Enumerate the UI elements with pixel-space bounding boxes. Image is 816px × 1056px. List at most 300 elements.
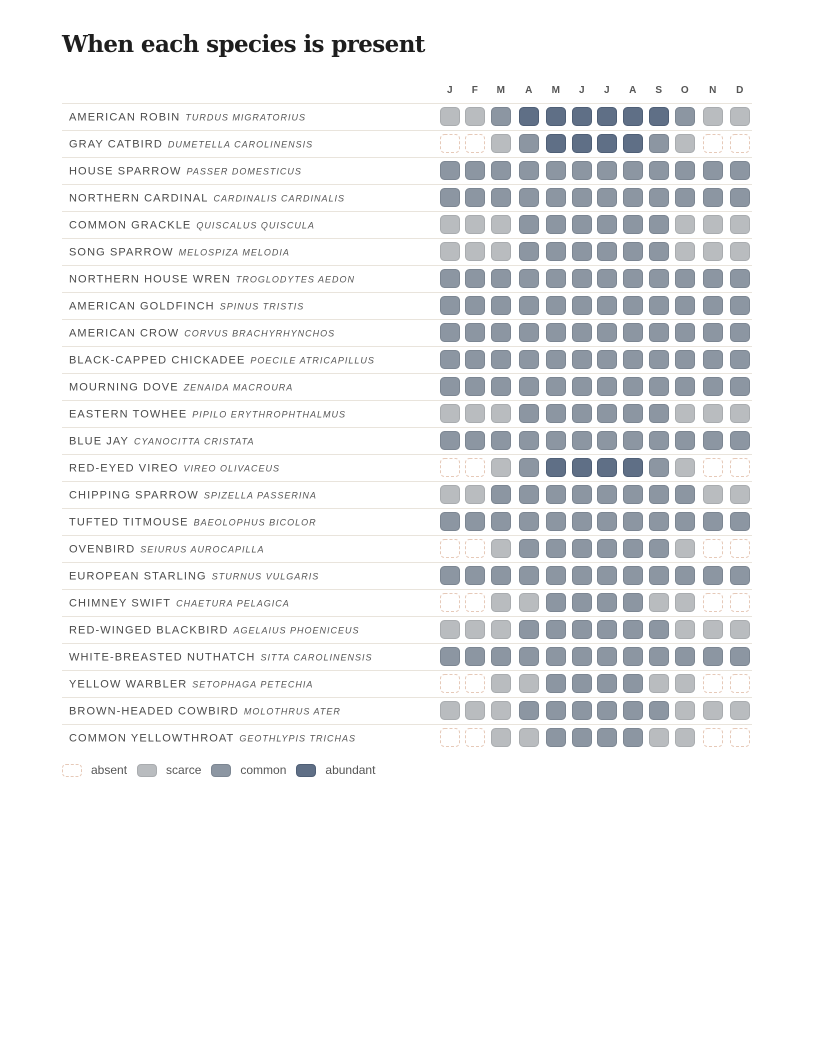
presence-cell [573, 297, 592, 315]
species-label: MOURNING DOVE ZENAIDA MACROURA [69, 381, 294, 394]
presence-cell [441, 702, 460, 720]
month-label: M [496, 85, 506, 96]
presence-cell [598, 486, 617, 504]
presence-cell [466, 162, 485, 180]
presence-cell [547, 675, 566, 693]
presence-cell [547, 297, 566, 315]
presence-cell [492, 270, 511, 288]
presence-cell [520, 729, 539, 747]
presence-cell [704, 108, 723, 126]
presence-cell [676, 675, 695, 693]
presence-cell [441, 513, 460, 531]
presence-cell [624, 189, 643, 207]
presence-cell [520, 351, 539, 369]
presence-cell [492, 108, 511, 126]
presence-cell [731, 513, 750, 531]
species-label: BROWN-HEADED COWBIRD MOLOTHRUS ATER [69, 705, 341, 718]
presence-cell [598, 405, 617, 423]
presence-cell [676, 351, 695, 369]
presence-cell [650, 486, 669, 504]
legend-swatch-absent [62, 764, 82, 777]
month-label: O [680, 85, 690, 96]
presence-cell [731, 432, 750, 450]
presence-cell [598, 162, 617, 180]
species-label: COMMON GRACKLE QUISCALUS QUISCULA [69, 219, 315, 232]
presence-cell [573, 351, 592, 369]
species-label: RED-EYED VIREO VIREO OLIVACEUS [69, 462, 281, 475]
species-label: NORTHERN CARDINAL CARDINALIS CARDINALIS [69, 192, 346, 205]
presence-cell [573, 270, 592, 288]
presence-cell [573, 135, 592, 153]
species-label: EASTERN TOWHEE PIPILO ERYTHROPHTHALMUS [69, 408, 346, 421]
presence-cell [624, 135, 643, 153]
presence-cell [441, 135, 460, 153]
presence-cell [676, 270, 695, 288]
presence-cell [731, 675, 750, 693]
presence-cell [573, 540, 592, 558]
presence-cell [441, 378, 460, 396]
species-label: GRAY CATBIRD DUMETELLA CAROLINENSIS [69, 138, 314, 151]
presence-cell [573, 216, 592, 234]
month-label: D [736, 85, 744, 96]
presence-cell [704, 567, 723, 585]
presence-cell [731, 135, 750, 153]
presence-cell [624, 567, 643, 585]
presence-cell [466, 405, 485, 423]
legend-label-common: common [240, 763, 287, 777]
presence-cell [704, 675, 723, 693]
presence-cell [466, 594, 485, 612]
presence-cell [466, 189, 485, 207]
presence-cell [650, 162, 669, 180]
presence-cell [598, 270, 617, 288]
species-label: AMERICAN ROBIN TURDUS MIGRATORIUS [69, 111, 307, 124]
legend-swatch-abundant [296, 764, 316, 777]
presence-cell [520, 675, 539, 693]
presence-cell [676, 486, 695, 504]
presence-cell [441, 648, 460, 666]
presence-cell [466, 729, 485, 747]
presence-cell [466, 675, 485, 693]
legend-label-abundant: abundant [325, 763, 376, 777]
month-label: S [655, 85, 663, 96]
presence-cell [731, 702, 750, 720]
presence-cell [731, 486, 750, 504]
presence-cell [650, 405, 669, 423]
presence-cell [492, 405, 511, 423]
presence-cell [598, 432, 617, 450]
presence-cell [598, 243, 617, 261]
presence-cell [492, 135, 511, 153]
presence-cell [520, 540, 539, 558]
legend-item-scarce [137, 763, 201, 777]
presence-cell [598, 675, 617, 693]
presence-cell [624, 108, 643, 126]
presence-cell [704, 648, 723, 666]
presence-cell [676, 324, 695, 342]
presence-cell [547, 702, 566, 720]
presence-cell [492, 459, 511, 477]
presence-cell [520, 648, 539, 666]
presence-cell [573, 702, 592, 720]
presence-cell [520, 297, 539, 315]
presence-cell [520, 243, 539, 261]
presence-cell [441, 324, 460, 342]
presence-cell [598, 540, 617, 558]
presence-cell [573, 621, 592, 639]
presence-cell [598, 513, 617, 531]
presence-cell [704, 189, 723, 207]
month-label: A [525, 85, 533, 96]
presence-cell [441, 270, 460, 288]
presence-cell [573, 324, 592, 342]
presence-cell [492, 513, 511, 531]
presence-cell [466, 216, 485, 234]
presence-cell [731, 108, 750, 126]
presence-cell [492, 432, 511, 450]
presence-cell [547, 243, 566, 261]
presence-cell [624, 540, 643, 558]
presence-cell [731, 162, 750, 180]
presence-cell [731, 270, 750, 288]
presence-cell [624, 378, 643, 396]
presence-cell [547, 324, 566, 342]
presence-cell [441, 405, 460, 423]
presence-cell [441, 459, 460, 477]
presence-cell [441, 243, 460, 261]
presence-cell [573, 405, 592, 423]
presence-cell [624, 702, 643, 720]
presence-cell [492, 621, 511, 639]
presence-cell [598, 702, 617, 720]
presence-cell [624, 270, 643, 288]
presence-cell [492, 189, 511, 207]
presence-cell [731, 216, 750, 234]
presence-cell [520, 432, 539, 450]
presence-cell [573, 594, 592, 612]
month-label: M [551, 85, 561, 96]
presence-cell [466, 486, 485, 504]
presence-cell [520, 189, 539, 207]
presence-cell [650, 108, 669, 126]
presence-cell [598, 324, 617, 342]
presence-cell [492, 486, 511, 504]
legend-swatch-common [211, 764, 231, 777]
species-label: OVENBIRD SEIURUS AUROCAPILLA [69, 543, 265, 556]
month-label: J [578, 85, 586, 96]
presence-cell [704, 162, 723, 180]
presence-cell [598, 621, 617, 639]
presence-cell [676, 729, 695, 747]
presence-cell [547, 378, 566, 396]
presence-cell [573, 108, 592, 126]
presence-cell [573, 432, 592, 450]
presence-cell [624, 351, 643, 369]
presence-cell [598, 135, 617, 153]
presence-cell [676, 648, 695, 666]
presence-cell [676, 162, 695, 180]
presence-cell [624, 432, 643, 450]
presence-cell [466, 351, 485, 369]
chart-title: When each species is present [62, 31, 425, 58]
presence-cell [704, 621, 723, 639]
presence-cell [547, 162, 566, 180]
presence-cell [466, 432, 485, 450]
presence-cell [492, 648, 511, 666]
month-label: J [603, 85, 611, 96]
presence-cell [573, 513, 592, 531]
species-label: HOUSE SPARROW PASSER DOMESTICUS [69, 165, 302, 178]
presence-cell [492, 162, 511, 180]
presence-cell [492, 324, 511, 342]
presence-cell [520, 459, 539, 477]
presence-cell [598, 594, 617, 612]
presence-cell [650, 567, 669, 585]
presence-cell [704, 594, 723, 612]
presence-cell [704, 297, 723, 315]
presence-cell [573, 243, 592, 261]
presence-cell [441, 162, 460, 180]
presence-cell [624, 297, 643, 315]
presence-cell [598, 108, 617, 126]
presence-cell [441, 675, 460, 693]
presence-cell [676, 297, 695, 315]
month-label: J [446, 85, 454, 96]
presence-cell [441, 432, 460, 450]
presence-cell [547, 540, 566, 558]
presence-cell [547, 135, 566, 153]
presence-cell [676, 243, 695, 261]
species-label: BLACK-CAPPED CHICKADEE POECILE ATRICAPILLUS [69, 354, 375, 367]
presence-cell [624, 621, 643, 639]
presence-cell [624, 729, 643, 747]
presence-cell [704, 459, 723, 477]
presence-cell [547, 486, 566, 504]
presence-cell [547, 513, 566, 531]
presence-cell [624, 405, 643, 423]
presence-cell [492, 594, 511, 612]
presence-cell [573, 729, 592, 747]
presence-cell [573, 675, 592, 693]
presence-cell [676, 189, 695, 207]
presence-cell [704, 432, 723, 450]
presence-cell [624, 486, 643, 504]
species-label: BLUE JAY CYANOCITTA CRISTATA [69, 435, 255, 448]
presence-cell [704, 378, 723, 396]
presence-cell [676, 135, 695, 153]
presence-cell [441, 189, 460, 207]
presence-cell [624, 162, 643, 180]
presence-cell [676, 378, 695, 396]
presence-cell [624, 216, 643, 234]
species-label: AMERICAN GOLDFINCH SPINUS TRISTIS [69, 300, 305, 313]
presence-cell [731, 351, 750, 369]
presence-cell [731, 459, 750, 477]
presence-cell [520, 405, 539, 423]
presence-cell [466, 108, 485, 126]
month-label: A [629, 85, 637, 96]
presence-cell [547, 729, 566, 747]
presence-cell [676, 594, 695, 612]
species-label: WHITE-BREASTED NUTHATCH SITTA CAROLINENSIS [69, 651, 373, 664]
presence-cell [492, 675, 511, 693]
presence-cell [492, 729, 511, 747]
month-label: F [471, 85, 479, 96]
presence-cell [520, 621, 539, 639]
presence-cell [441, 594, 460, 612]
presence-cell [598, 297, 617, 315]
presence-cell [466, 378, 485, 396]
presence-cell [492, 216, 511, 234]
presence-cell [650, 513, 669, 531]
legend [62, 763, 385, 777]
presence-cell [547, 594, 566, 612]
species-label: EUROPEAN STARLING STURNUS VULGARIS [69, 570, 320, 583]
presence-cell [441, 621, 460, 639]
presence-cell [704, 216, 723, 234]
presence-cell [704, 135, 723, 153]
presence-cell [573, 648, 592, 666]
presence-cell [520, 108, 539, 126]
presence-cell [650, 216, 669, 234]
presence-cell [598, 648, 617, 666]
presence-cell [573, 567, 592, 585]
presence-cell [598, 459, 617, 477]
presence-cell [624, 594, 643, 612]
species-label: SONG SPARROW MELOSPIZA MELODIA [69, 246, 290, 259]
presence-cell [466, 648, 485, 666]
species-label: AMERICAN CROW CORVUS BRACHYRHYNCHOS [69, 327, 336, 340]
presence-cell [650, 648, 669, 666]
presence-cell [650, 189, 669, 207]
presence-cell [492, 540, 511, 558]
presence-cell [573, 486, 592, 504]
presence-cell [492, 351, 511, 369]
presence-cell [598, 567, 617, 585]
legend-item-common [211, 763, 286, 777]
presence-cell [650, 702, 669, 720]
presence-cell [466, 297, 485, 315]
species-label: CHIPPING SPARROW SPIZELLA PASSERINA [69, 489, 317, 502]
presence-cell [547, 432, 566, 450]
presence-cell [492, 702, 511, 720]
presence-cell [547, 459, 566, 477]
presence-cell [676, 432, 695, 450]
legend-item-abundant [296, 763, 375, 777]
presence-cell [676, 540, 695, 558]
presence-cell [676, 216, 695, 234]
presence-cell [650, 675, 669, 693]
presence-cell [731, 594, 750, 612]
presence-cell [704, 540, 723, 558]
presence-cell [547, 189, 566, 207]
presence-cell [598, 216, 617, 234]
presence-cell [676, 108, 695, 126]
presence-cell [441, 108, 460, 126]
presence-cell [650, 378, 669, 396]
presence-cell [547, 351, 566, 369]
presence-cell [650, 459, 669, 477]
presence-cell [520, 702, 539, 720]
presence-cell [650, 594, 669, 612]
presence-cell [466, 243, 485, 261]
presence-cell [520, 378, 539, 396]
presence-cell [547, 648, 566, 666]
species-label: YELLOW WARBLER SETOPHAGA PETECHIA [69, 678, 314, 691]
presence-cell [492, 378, 511, 396]
presence-cell [520, 216, 539, 234]
presence-cell [650, 135, 669, 153]
presence-cell [441, 567, 460, 585]
presence-cell [466, 567, 485, 585]
presence-cell [676, 513, 695, 531]
presence-cell [547, 621, 566, 639]
presence-cell [520, 270, 539, 288]
presence-cell [547, 108, 566, 126]
presence-cell [466, 324, 485, 342]
presence-cell [466, 135, 485, 153]
presence-cell [704, 405, 723, 423]
presence-cell [520, 162, 539, 180]
presence-cell [624, 243, 643, 261]
presence-cell [704, 351, 723, 369]
presence-cell [547, 567, 566, 585]
presence-cell [520, 486, 539, 504]
species-label: NORTHERN HOUSE WREN TROGLODYTES AEDON [69, 273, 356, 286]
legend-item-absent [62, 763, 127, 777]
presence-cell [650, 540, 669, 558]
presence-cell [704, 324, 723, 342]
presence-cell [731, 324, 750, 342]
legend-label-absent: absent [91, 763, 128, 777]
presence-cell [573, 378, 592, 396]
presence-cell [624, 513, 643, 531]
presence-cell [441, 540, 460, 558]
presence-cell [441, 216, 460, 234]
presence-cell [731, 540, 750, 558]
presence-cell [466, 270, 485, 288]
legend-label-scarce: scarce [166, 763, 202, 777]
presence-cell [466, 513, 485, 531]
species-label: CHIMNEY SWIFT CHAETURA PELAGICA [69, 597, 290, 610]
presence-cell [704, 729, 723, 747]
presence-cell [492, 567, 511, 585]
presence-cell [598, 351, 617, 369]
presence-cell [650, 270, 669, 288]
species-label: RED-WINGED BLACKBIRD AGELAIUS PHOENICEUS [69, 624, 360, 637]
presence-cell [520, 513, 539, 531]
presence-cell [650, 351, 669, 369]
presence-cell [573, 459, 592, 477]
presence-cell [520, 567, 539, 585]
presence-cell [731, 648, 750, 666]
presence-cell [650, 324, 669, 342]
presence-cell [731, 567, 750, 585]
presence-cell [466, 621, 485, 639]
presence-cell [598, 189, 617, 207]
presence-cell [650, 432, 669, 450]
presence-cell [466, 540, 485, 558]
presence-cell [598, 378, 617, 396]
presence-cell [731, 297, 750, 315]
presence-cell [441, 297, 460, 315]
presence-cell [704, 270, 723, 288]
presence-cell [676, 459, 695, 477]
presence-cell [520, 135, 539, 153]
species-label: TUFTED TITMOUSE BAEOLOPHUS BICOLOR [69, 516, 317, 529]
presence-cell [650, 243, 669, 261]
presence-cell [466, 702, 485, 720]
